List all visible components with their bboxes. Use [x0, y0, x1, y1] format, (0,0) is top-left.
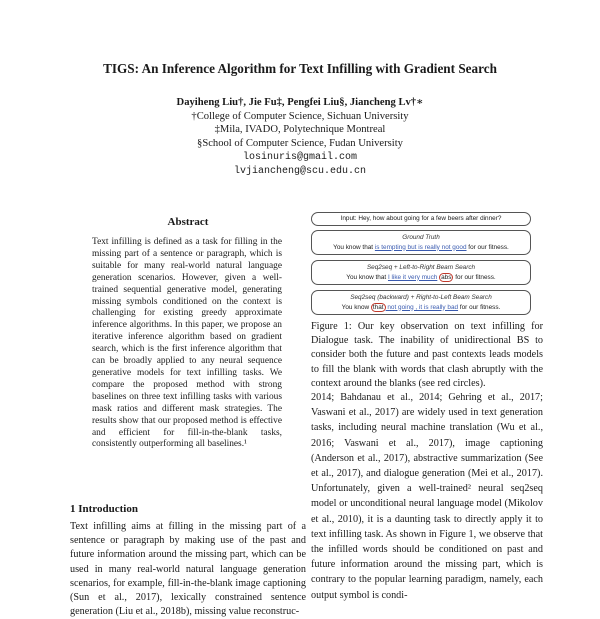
figure-ground-truth-box: [311, 230, 531, 255]
section-heading-introduction: 1 Introduction: [70, 503, 138, 515]
figure-r2l-label: Seq2seq (backward) + Right-to-Left Beam Search: [350, 294, 492, 301]
author-names: Dayiheng Liu†, Jie Fu‡, Pengfei Liu§, Jiancheng Lv†∗: [176, 97, 424, 108]
email-2: lvjiancheng@scu.edu.cn: [233, 165, 367, 177]
paper-title: TIGS: An Inference Algorithm for Text Infilling with Gradient Search: [103, 61, 497, 76]
author-block: [0, 96, 600, 178]
introduction-body: Text infilling aims at filling in the missing part of a sentence or paragraph by making use of the past and future information around the missing part, which can be used in many real-world natural language generation scenarios, for example, fill-in-the-blank image captioning (Sun et al., 2017), lexically constrained sentence generation (Liu et al., 2018b), missing value reconstruc-: [70, 521, 306, 618]
figure-input-text: Input: Hey, how about going for a few beers after dinner?: [340, 215, 502, 222]
figure-red-circle: that: [372, 303, 384, 311]
figure-l2r-sentence: You know that I like it very much abs for our fitness.: [346, 273, 496, 281]
abstract-heading: Abstract: [167, 216, 209, 228]
email-1: losinuris@gmail.com: [242, 151, 358, 163]
figure-gt-label: Ground Truth: [402, 234, 440, 241]
affiliation-2: ‡Mila, IVADO, Polytechnique Montreal: [214, 124, 386, 136]
affiliation-3: §School of Computer Science, Fudan University: [197, 138, 403, 150]
right-column-body: 2014; Bahdanau et al., 2014; Gehring et al., 2017; Vaswani et al., 2017) are widely used in text generation tasks, including neural machine translation (Wu et al., 2016; Vaswani et al., 2017), image captioning (Anderson et al., 2017), abstractive summarization (See et al., 2017), and dialogue generation (Mei et al., 2017). Unfortunately, given a well-trained² neural seq2seq model or unconditional neural language model (Mikolov et al., 2010), it is a daunting task to directly apply it to text infilling task. As shown in Figure 1, we observe that the infilled words should be conditioned on past and future information around the missing part, which is contrary to the popular learning paradigm, namely, each output symbol is condi-: [311, 392, 543, 601]
figure-r2l-sentence: You know that not going , it is really bad for our fitness.: [341, 303, 501, 311]
affiliation-1: †College of Computer Science, Sichuan University: [191, 110, 409, 122]
figure-1-caption: Figure 1: Our key observation on text infilling for Dialogue task. The inability of unidirectional BS to consider both the future and past contexts leads models to fill the blank with words that clash abruptly with the context around the blanks (see red circles).: [311, 321, 543, 389]
figure-l2r-box: [311, 260, 531, 285]
figure-l2r-label: Seq2seq + Left-to-Right Beam Search: [366, 264, 476, 271]
figure-1: [311, 212, 531, 318]
figure-r2l-box: [311, 290, 531, 315]
figure-red-circle: abs: [441, 273, 452, 281]
figure-input-box: [311, 212, 531, 226]
abstract-body: Text infilling is defined as a task for filling in the missing part of a sentence or paragraph, which is suitable for many real-world natural language generation scenarios. However, given a well-trained sequential generative model, generating missing symbols conditioned on the context is challenging for existing greedy approximate inference algorithms. In this paper, we propose an iterative inference algorithm based on gradient search, which is the first inference algorithm that can be broadly applied to any neural sequence generative models for text infilling tasks. We compare the proposed method with strong baselines on three text infilling tasks with various mask ratios and different mask strategies. The results show that our proposed method is effective and efficient for fill-in-the-blank tasks, consistently outperforming all baselines.¹: [92, 237, 282, 450]
figure-gt-sentence: You know that is tempting but is really not good for our fitness.: [333, 243, 509, 251]
